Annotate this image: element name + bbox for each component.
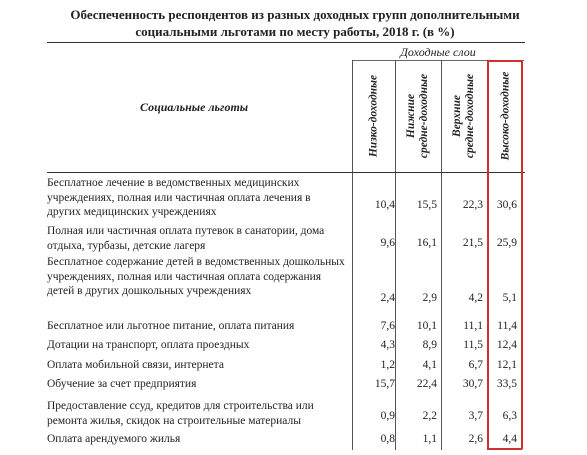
value-cell: 15,7 xyxy=(374,378,395,390)
column-header-low: Низко-доходные xyxy=(367,74,379,158)
row-label: Полная или частичная оплата путевок в санатории, дома отдыха, турбазы, детские лагеря xyxy=(47,225,325,252)
value-cell: 4,1 xyxy=(422,359,437,371)
value-cell: 4,3 xyxy=(380,339,395,351)
row-label: Дотации на транспорт, оплата проездных xyxy=(47,339,250,351)
value-cell: 11,5 xyxy=(463,339,483,351)
value-cell: 2,2 xyxy=(422,410,437,422)
value-cell: 22,4 xyxy=(416,378,437,390)
row-label: Бесплатное содержание детей в ведомственных дошкольных учреждениях, полная или частичная оплата содержания детей в других дошкольных учреждениях xyxy=(47,256,345,297)
value-cell: 2,6 xyxy=(468,433,483,445)
value-cell: 8,9 xyxy=(422,339,437,351)
value-cell: 0,9 xyxy=(380,410,395,422)
value-cell: 30,6 xyxy=(496,199,517,211)
column-header-lower-middle: Нижние средне-доходные xyxy=(405,73,430,159)
value-cell: 12,1 xyxy=(496,359,517,371)
value-cell: 0,8 xyxy=(380,433,395,445)
table-title xyxy=(40,6,550,40)
value-cell: 25,9 xyxy=(496,237,517,249)
value-cell: 11,1 xyxy=(463,320,483,332)
value-cell: 2,9 xyxy=(422,292,437,304)
value-cell: 7,6 xyxy=(380,320,395,332)
value-cell: 1,1 xyxy=(422,433,437,445)
table-top-border xyxy=(47,42,525,43)
value-cell: 33,5 xyxy=(496,378,517,390)
value-cell: 10,1 xyxy=(416,320,437,332)
row-label: Обучение за счет предприятия xyxy=(47,378,197,390)
title-line-2: социальными льготами по месту работы, 2018 г. (в %) xyxy=(135,24,455,39)
highlight-box xyxy=(487,60,523,450)
row-label: Бесплатное или льготное питание, оплата питания xyxy=(47,320,295,332)
value-cell: 6,3 xyxy=(502,410,517,422)
row-header: Социальные льготы xyxy=(140,100,249,114)
value-cell: 9,6 xyxy=(380,237,395,249)
value-cell: 12,4 xyxy=(496,339,517,351)
value-cell: 6,7 xyxy=(468,359,483,371)
value-cell: 11,4 xyxy=(497,320,517,332)
row-label: Оплата мобильной связи, интернета xyxy=(47,359,224,371)
row-label: Предоставление ссуд, кредитов для строительства или ремонта жилья, скидок на строительные материалы xyxy=(47,400,314,427)
header-bottom-border xyxy=(47,172,525,173)
column-header-high: Высоко-доходные xyxy=(499,71,511,161)
value-cell: 3,7 xyxy=(468,410,483,422)
value-cell: 4,2 xyxy=(468,292,483,304)
value-cell: 4,4 xyxy=(502,433,517,445)
value-cell: 1,2 xyxy=(380,359,395,371)
value-cell: 2,4 xyxy=(380,292,395,304)
value-cell: 30,7 xyxy=(462,378,483,390)
value-cell: 21,5 xyxy=(462,237,483,249)
value-cell: 10,4 xyxy=(374,199,395,211)
value-cell: 16,1 xyxy=(416,237,437,249)
value-cell: 5,1 xyxy=(502,292,517,304)
row-label: Бесплатное лечение в ведомственных медицинских учреждениях, полная или частичная оплата лечения в других медицинских учреждениях xyxy=(47,177,311,218)
value-cell: 15,5 xyxy=(416,199,437,211)
column-header-upper-middle: Верхние средне-доходные xyxy=(451,73,476,159)
title-line-1: Обеспеченность респондентов из разных доходных групп дополнительными xyxy=(70,7,520,22)
group-header: Доходные слои xyxy=(400,45,476,59)
value-cell: 22,3 xyxy=(462,199,483,211)
row-label: Оплата арендуемого жилья xyxy=(47,433,181,445)
